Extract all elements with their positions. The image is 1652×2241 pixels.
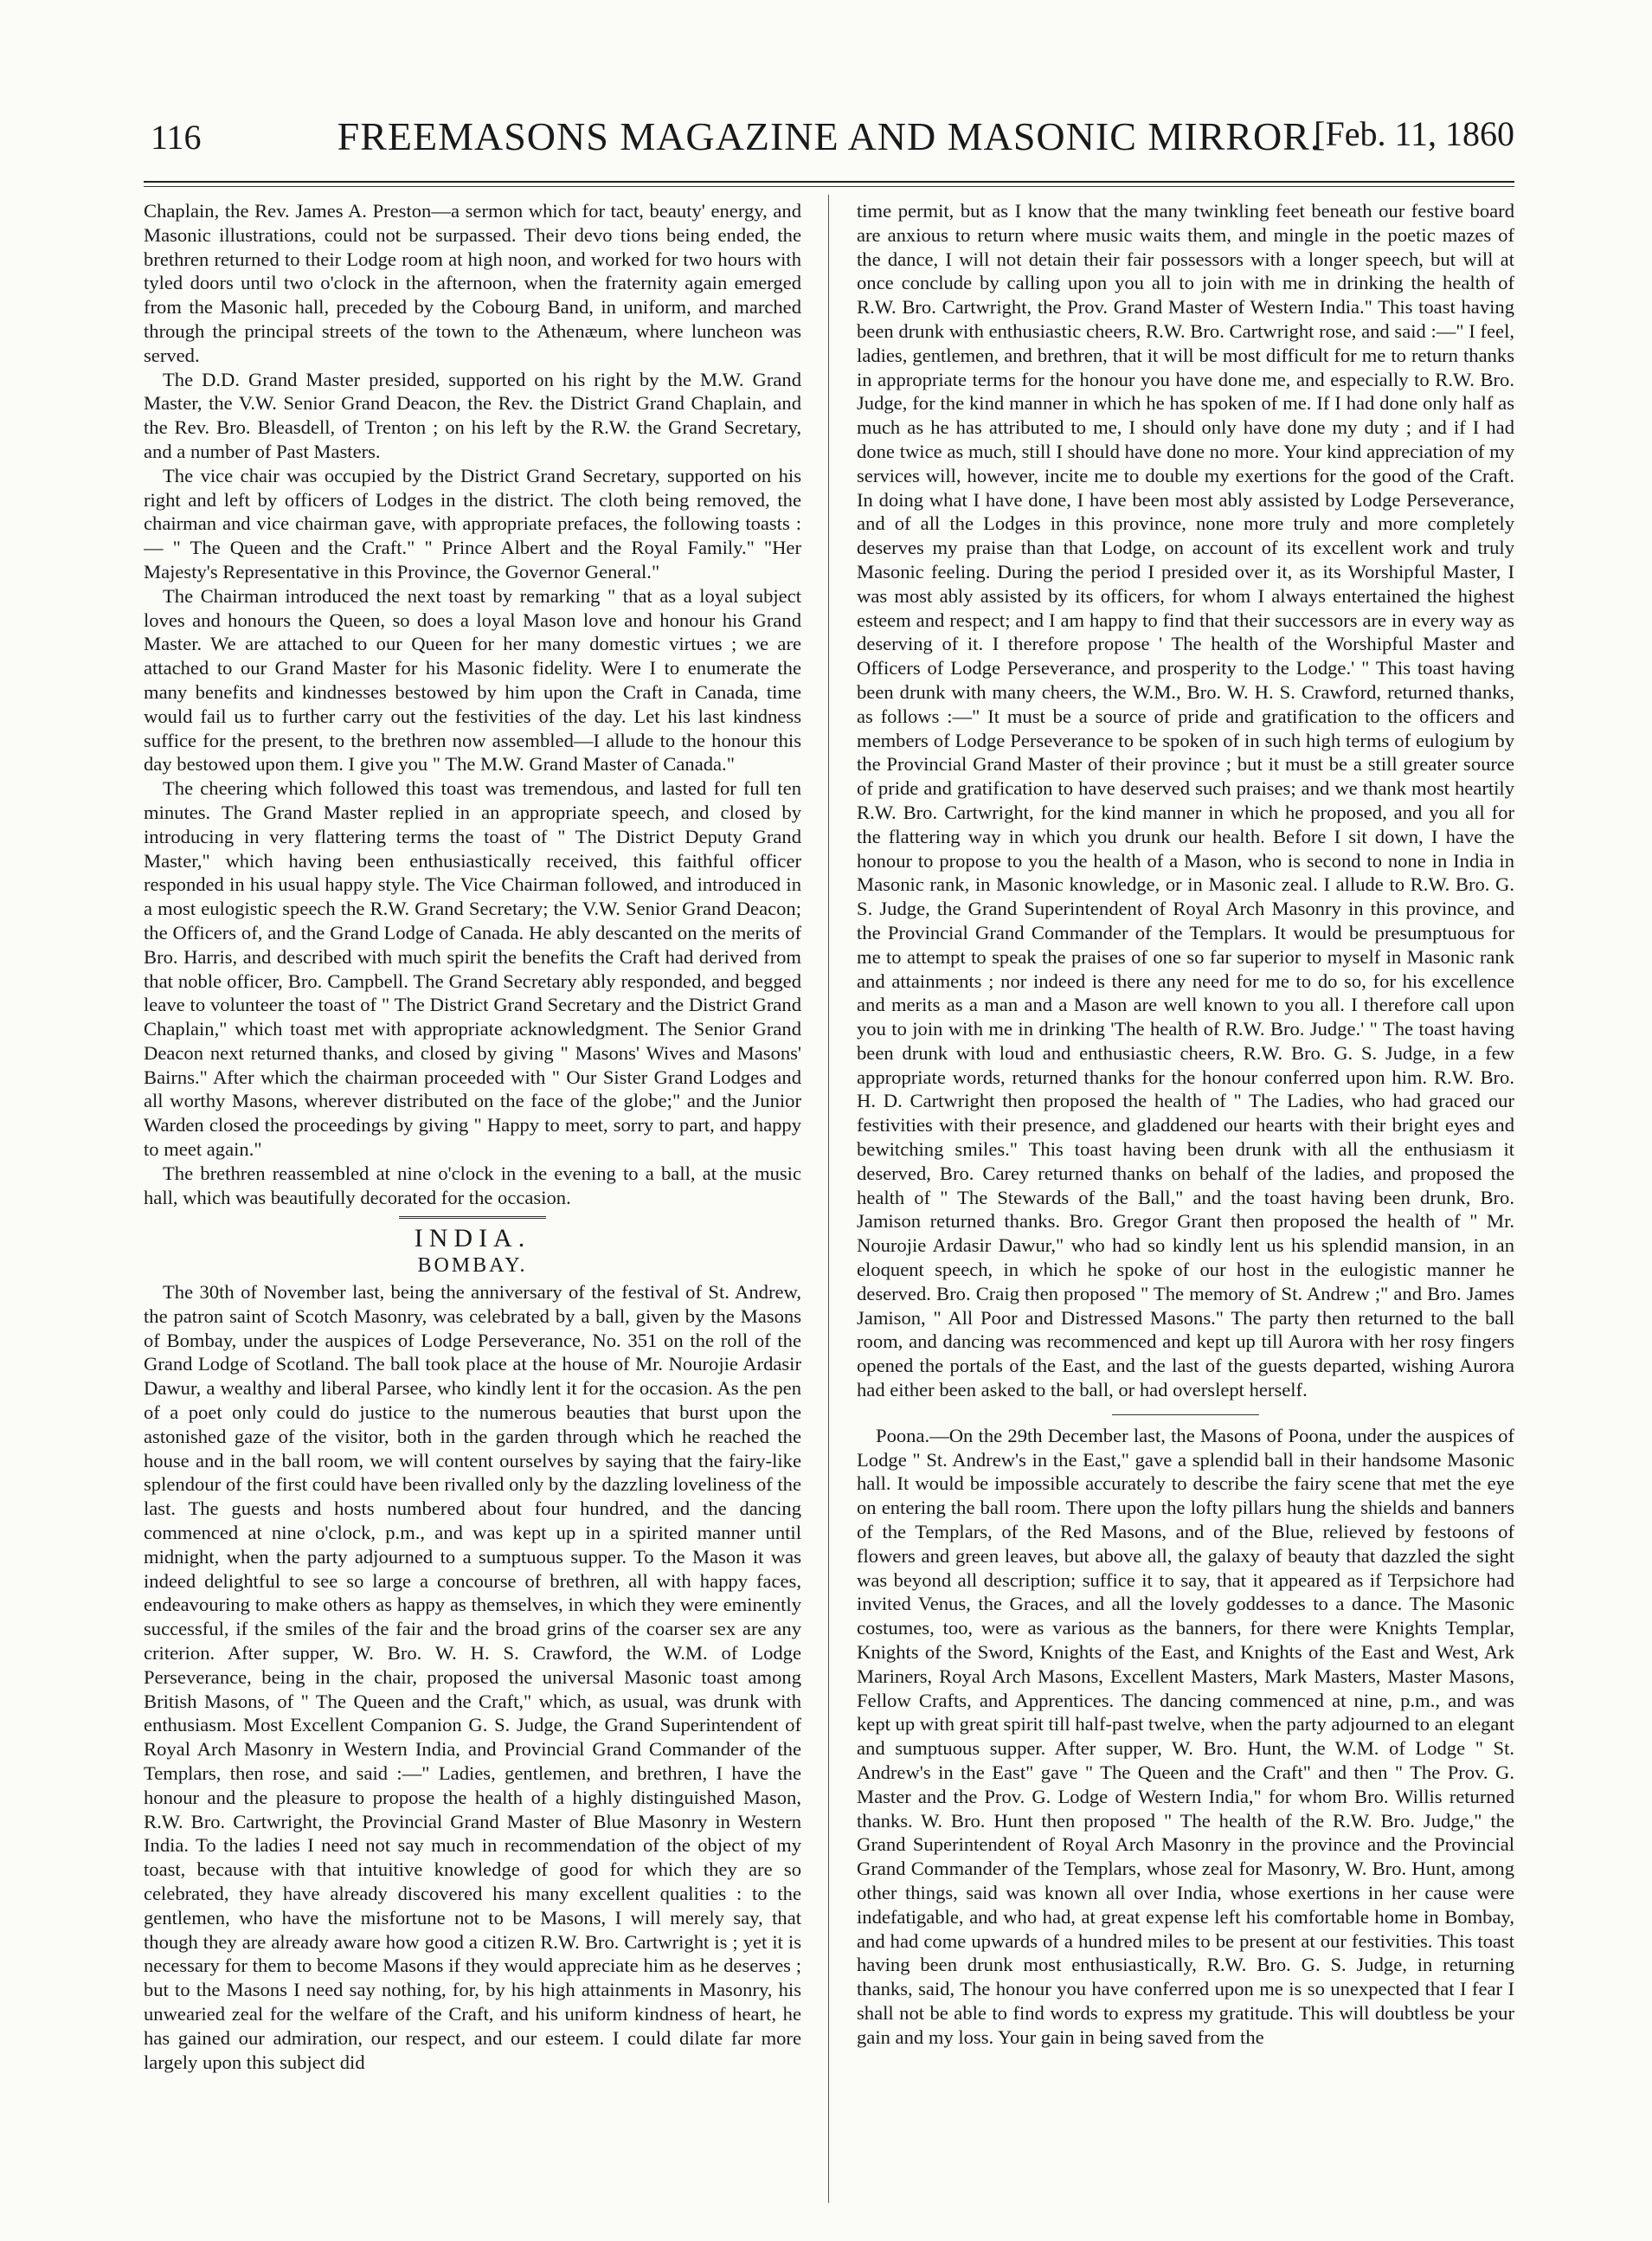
section-title: INDIA. — [414, 1224, 531, 1253]
page-header — [144, 108, 1514, 171]
paragraph: The Chairman introduced the next toast by remarking " that as a loyal subject loves and honours the Queen, so does a loyal Mason love and honour his Grand Master. We are attached to our Queen for her many domestic virtues ; we are attached to our Grand Master for his Masonic fidelity. Were I to enumerate the many benefits and kindnesses bestowed by him upon the Craft in Canada, time would fail us to further carry out the festivities of the day. Let his last kindness suffice for the present, to the brethren now assembled—I allude to the honour this day bestowed upon them. I give you " The M.W. Grand Master of Canada." — [144, 584, 801, 776]
header-rule — [144, 181, 1514, 183]
issue-date: [Feb. 11, 1860 — [1314, 114, 1514, 153]
paragraph: The brethren reassembled at nine o'clock in the evening to a ball, at the music hall, which was beautifully decorated for the occasion. — [144, 1162, 801, 1208]
magazine-page — [144, 108, 1514, 2203]
paragraph-divider — [1112, 1414, 1259, 1415]
paragraph: The D.D. Grand Master presided, supported on his right by the M.W. Grand Master, the V.W. Senior Grand Deacon, the Rev. the District Grand Chaplain, and the Rev. Bro. Bleasdell, of Trenton ; on his left by the R.W. the Grand Secretary, and a number of Past Masters. — [144, 368, 801, 462]
publication-title: FREEMASONS MAGAZINE AND MASONIC MIRROR. — [337, 114, 1321, 158]
paragraph: Poona.—On the 29th December last, the Masons of Poona, under the auspices of Lodge " St. Andrew's in the East," gave a splendid ball in their handsome Masonic hall. It would be impossible accurately to describe the fairy scene that met the eye on entering the ball room. There upon the lofty pillars hung the shields and banners of the Templars, of the Red Masons, and of the Blue, relieved by festoons of flowers and green leaves, but above all, the galaxy of beauty that dazzled the sight was beyond all description; suffice it to say, that it appeared as if Terpsichore had invited Venus, the Graces, and all the lovely goddesses to a dance. The Masonic costumes, too, were as various as the banners, for there were Knights Templar, Knights of the Sword, Knights of the East, and Knights of the East and West, Ark Mariners, Royal Arch Masons, Excellent Masters, Mark Masters, Master Masons, Fellow Crafts, and Apprentices. The dancing commenced at nine, p.m., and was kept up with great spirit till half-past twelve, when the party adjourned to an elegant and sumptuous supper. After supper, W. Bro. Hunt, the W.M. of Lodge " St. Andrew's in the East" gave " The Queen and the Craft" and then " The Prov. G. Master and the Prov. G. Lodge of Western India," for whom Bro. Willis returned thanks. W. Bro. Hunt then proposed " The health of the R.W. Bro. Judge," the Grand Superintendent of Royal Arch Masonry in the province and the Provincial Grand Commander of the Templars, whose zeal for Masonry, W. Bro. Hunt, among other things, said was known all over India, whose exertions in her cause were indefatigable, and who had, at great expense left his comfortable home in Bombay, and had come upwards of a hundred miles to be present at our festivities. This toast having been drunk most enthusiastically, R.W. Bro. G. S. Judge, in returning thanks, said, The honour you have conferred upon me is so unexpected that I fear I shall not be able to find words to express my gratitude. This will doubtless be your gain and my loss. Your gain in being saved from the — [857, 1424, 1514, 2048]
left-column — [144, 199, 801, 2203]
sub-section-title: BOMBAY. — [417, 1254, 528, 1278]
section-divider — [399, 1216, 546, 1221]
column-divider — [828, 195, 829, 2203]
paragraph: The vice chair was occupied by the District Grand Secretary, supported on his right and left by officers of Lodges in the district. The cloth being removed, the chairman and vice chairman gave, with appropriate prefaces, the following toasts : — " The Queen and the Craft." " Prince Albert and the Royal Family." "Her Majesty's Representative in this Province, the Governor General." — [144, 464, 801, 583]
paragraph: The cheering which followed this toast was tremendous, and lasted for full ten minutes. The Grand Master replied in an appropriate speech, and closed by introducing in very flattering terms the toast of " The District Deputy Grand Master," which having been enthusiastically received, this faithful officer responded in his usual happy style. The Vice Chairman followed, and introduced in a most eulogistic speech the R.W. Grand Secretary; the V.W. Senior Grand Deacon; the Officers of, and the Grand Lodge of Canada. He ably descanted on the merits of Bro. Harris, and described with much spirit the benefits the Craft had derived from that noble officer, Bro. Campbell. The Grand Secretary ably responded, and begged leave to volunteer the toast of " The District Grand Secretary and the District Grand Chaplain," which toast met with appropriate acknowledgment. The Senior Grand Deacon next returned thanks, and closed by giving " Masons' Wives and Masons' Bairns." After which the chairman proceeded with " Our Sister Grand Lodges and all worthy Masons, wherever distributed on the face of the globe;" and the Junior Warden closed the proceedings by giving " Happy to meet, sorry to part, and happy to meet again." — [144, 777, 801, 1161]
header-rule-thin — [144, 186, 1514, 187]
paragraph: Chaplain, the Rev. James A. Preston—a sermon which for tact, beauty' energy, and Masonic illustrations, could not be surpassed. Their devo tions being ended, the brethren returned to their Lodge room at high noon, and worked for two hours with tyled doors until two o'clock in the afternoon, when the fraternity again emerged from the Masonic hall, preceded by the Cobourg Band, in uniform, and marched through the principal streets of the town to the Athenæum, where luncheon was served. — [144, 200, 801, 366]
paragraph: time permit, but as I know that the many twinkling feet beneath our festive board are anxious to return where music waits them, and mingle in the poetic mazes of the dance, I will not detain their fair possessors with a longer speech, but will at once conclude by calling upon you all to join with me in drinking the health of R.W. Bro. Cartwright, the Prov. Grand Master of Western India." This toast having been drunk with enthusiastic cheers, R.W. Bro. Cartwright rose, and said :—" I feel, ladies, gentlemen, and brethren, that it will be most difficult for me to return thanks in appropriate terms for the honour you have done me, and especially to R.W. Bro. Judge, for the kind manner in which he has spoken of me. If I had done only half as much as he has attributed to me, I should only have done my duty ; and if I had done twice as much, still I should have done no more. Your kind appreciation of my services will, however, incite me to double my exertions for the good of the Craft. In doing what I have done, I have been most ably assisted by Lodge Perseverance, and of all the Lodges in this province, none more truly and more completely deserves my praise than that Lodge, on account of its excellent work and truly Masonic feeling. During the period I presided over it, as its Worshipful Master, I was most ably assisted by its officers, for whom I always entertained the highest esteem and respect; and I am happy to find that their successors are in every way as deserving of it. I therefore propose ' The health of the Worshipful Master and Officers of Lodge Perseverance, and prosperity to the Lodge.' " This toast having been drunk with many cheers, the W.M., Bro. W. H. S. Crawford, returned thanks, as follows :—" It must be a source of pride and gratification to the officers and members of Lodge Perseverance to be spoken of in such high terms of eulogium by the Provincial Grand Master of their province ; but it must be a still greater source of pride and gratification to have deserved such praises; and we thank most heartily R.W. Bro. Cartwright, for the kind manner in which he proposed, and you all for the flattering way in which you drunk our health. Before I sit down, I have the honour to propose to you the health of a Mason, who is second to none in India in Masonic rank, in Masonic knowledge, or in Masonic zeal. I allude to R.W. Bro. G. S. Judge, the Grand Superintendent of Royal Arch Masonry in this province, and the Provincial Grand Commander of the Templars. It would be presumptuous for me to attempt to speak the praises of one so far superior to myself in Masonic rank and attainments ; nor indeed is there any need for me to do so, for his excellence and merits as a man and a Mason are well known to you all. I therefore call upon you to join with me in drinking 'The health of R.W. Bro. Judge.' " The toast having been drunk with loud and enthusiastic cheers, R.W. Bro. G. S. Judge, in a few appropriate words, returned thanks for the honour conferred upon him. R.W. Bro. H. D. Cartwright then proposed the health of " The Ladies, who had graced our festivities with their presence, and gladdened our hearts with their bright eyes and bewitching smiles." This toast having been drunk with all the enthusiasm it deserved, Bro. Carey returned thanks on behalf of the ladies, and proposed the health of " The Stewards of the Ball," and the toast having been drunk, Bro. Jamison returned thanks. Bro. Gregor Grant then proposed the health of " Mr. Nourojie Ardasir Dawur," who had so kindly lent us his splendid mansion, in an eloquent speech, in which he spoke of our host in the eulogistic manner he deserved. Bro. Craig then proposed " The memory of St. Andrew ;" and Bro. James Jamison, " All Poor and Distressed Masons." The party then returned to the ball room, and dancing was recommenced and kept up till Aurora with her rosy fingers opened the portals of the East, and the last of the guests departed, wishing Aurora had either been asked to the ball, or had overslept herself. — [857, 200, 1514, 1401]
page-number: 116 — [151, 118, 202, 157]
right-column — [857, 199, 1514, 2203]
paragraph: The 30th of November last, being the anniversary of the festival of St. Andrew, the patron saint of Scotch Masonry, was celebrated by a ball, given by the Masons of Bombay, under the auspices of Lodge Perseverance, No. 351 on the roll of the Grand Lodge of Scotland. The ball took place at the house of Mr. Nourojie Ardasir Dawur, a wealthy and liberal Parsee, who kindly lent it for the occasion. As the pen of a poet only could do justice to the numerous beauties that burst upon the astonished gaze of the visitor, both in the garden through which he reached the house and in the ball room, we will content ourselves by saying that the fairy-like splendour of the first could have been rivalled only by the dazzling loveliness of the last. The guests and hosts numbered about four hundred, and the dancing commenced at nine o'clock, p.m., and was kept up in a spirited manner until midnight, when the party adjourned to a sumptuous supper. To the Mason it was indeed delightful to see so large a concourse of brethren, all with happy faces, endeavouring to make others as happy as themselves, in which they were eminently successful, if the smiles of the fair and the broad grins of the coarser sex are any criterion. After supper, W. Bro. W. H. S. Crawford, the W.M. of Lodge Perseverance, being in the chair, proposed the universal Masonic toast among British Masons, of " The Queen and the Craft," which, as usual, was drunk with enthusiasm. Most Excellent Companion G. S. Judge, the Grand Superintendent of Royal Arch Masonry in Western India, and Provincial Grand Commander of the Templars, then rose, and said :—" Ladies, gentlemen, and brethren, I have the honour and the pleasure to propose the health of a highly distinguished Mason, R.W. Bro. Cartwright, the Provincial Grand Master of Blue Masonry in Western India. To the ladies I need not say much in recommendation of the object of my toast, because with that intuitive knowledge of good for which they are so celebrated, they have already discovered his many excellent qualities : to the gentlemen, who have the misfortune not to be Masons, I will merely say, that though they are already aware how good a citizen R.W. Bro. Cartwright is ; yet it is necessary for them to become Masons if they would appreciate him as he deserves ; but to the Masons I need say nothing, for, by his high attainments in Masonry, his unwearied zeal for the welfare of the Craft, and his uniform kindness of heart, he has gained our admiration, our respect, and our esteem. I could dilate far more largely upon this subject did — [144, 1281, 801, 2073]
